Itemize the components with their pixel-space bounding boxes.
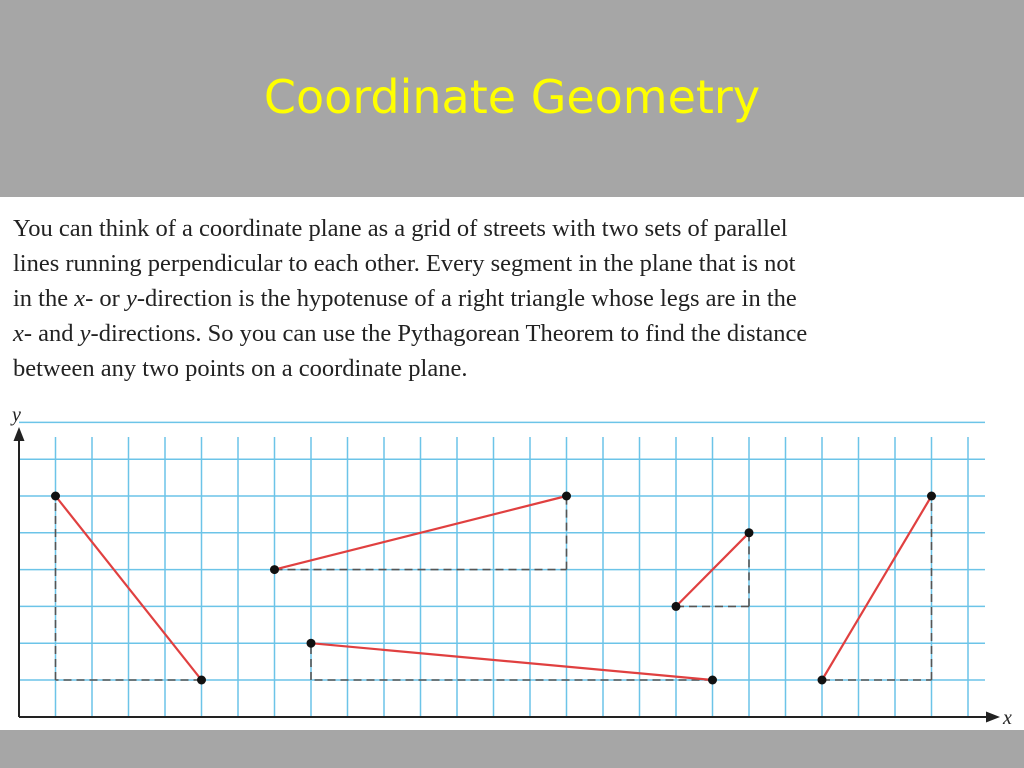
coordinate-plane-figure [0,405,1024,730]
paragraph-line-3: in the x- or y-direction is the hypotenuse of a right triangle whose legs are in the [13,285,797,312]
y-axis-arrow-icon [14,427,25,441]
seg-3-hypotenuse [311,643,713,680]
explanation-paragraph [13,211,1013,386]
seg-2-endpoint-1 [270,565,279,574]
seg-4-endpoint-1 [672,602,681,611]
seg-5-hypotenuse [822,496,932,680]
seg-1-endpoint-2 [197,676,206,685]
seg-5-endpoint-2 [927,492,936,501]
paragraph-line-5: between any two points on a coordinate plane. [13,355,468,382]
paragraph-line-2: lines running perpendicular to each other. Every segment in the plane that is not [13,250,796,277]
seg-2-endpoint-2 [562,492,571,501]
seg-3-endpoint-1 [307,639,316,648]
seg-5-endpoint-1 [818,676,827,685]
y-axis-label: y [12,405,21,426]
axes [14,427,1001,723]
x-axis-label: x [1003,707,1012,729]
content-panel [0,197,1024,730]
x-axis-arrow-icon [986,712,1000,723]
seg-1-endpoint-1 [51,492,60,501]
paragraph-line-4: x- and y-directions. So you can use the Pythagorean Theorem to find the distance [13,320,808,347]
seg-3-endpoint-2 [708,676,717,685]
seg-4-endpoint-2 [745,528,754,537]
paragraph-line-1: You can think of a coordinate plane as a grid of streets with two sets of parallel [13,215,788,242]
slide-title: Coordinate Geometry [263,70,761,124]
